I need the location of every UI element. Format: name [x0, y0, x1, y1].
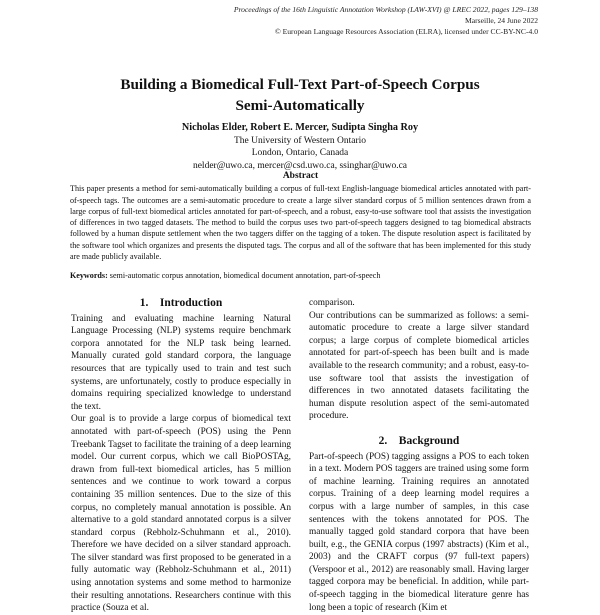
intro-paragraph-continued: comparison.: [309, 298, 355, 308]
copyright-line: © European Language Resources Association (ELRA), licensed under CC-BY-NC-4.0: [274, 27, 538, 36]
intro-paragraph-1: Training and evaluating machine learning Natural Language Processing (NLP) systems require benchmark corpora annotated for the NLP task being learned. Manually curated gold standard corpora, the language resources that are typically used to train and test such systems, are unfortunately, costly to produce especially in domains requiring specialized knowledge to understand the text.: [71, 313, 291, 412]
section-heading-introduction: 1. Introduction: [139, 297, 223, 309]
affiliation: The University of Western Ontario: [233, 135, 367, 146]
author-block: [0, 122, 600, 172]
section-heading-background: 2. Background: [378, 434, 460, 447]
venue-line: Proceedings of the 16th Linguistic Annotation Workshop (LAW-XVI) @ LREC 2022, pages 129–138: [233, 5, 538, 14]
left-column: [71, 297, 291, 615]
keywords-label: Keywords:: [70, 271, 108, 280]
keywords-text: semi-automatic corpus annotation, biomedical document annotation, part-of-speech: [107, 271, 381, 280]
right-column: [309, 297, 529, 614]
abstract-section: [70, 171, 531, 262]
paper-title: [0, 74, 600, 116]
title-line-2: Semi-Automatically: [235, 97, 365, 114]
abstract-text: This paper presents a method for semi-automatically building a corpus of full-text English-language biomedical articles annotated with part-of-speech tags. The outcomes are a semi-automatic procedure to create a large silver standard corpus of 5 million sentences drawn from a large corpus of full-text biomedical articles annotated for part-of-speech, and a robust, easy-to-use software tool that assists the investigation of differences in two tagged datasets. The method to build the corpus uses two part-of-speech taggers designed to tag biomedical abstracts followed by a human dispute settlement when the two taggers differ on the tagging of a token. The dispute resolution aspect is facilitated by the software tool which organizes and presents the disputed tags. The corpus and all of the software that has been implemented for this study are made publicly available.: [70, 184, 531, 262]
abstract-heading: Abstract: [282, 171, 319, 181]
intro-contributions-paragraph: Our contributions can be summarized as follows: a semi-automatic procedure to create a large silver standard corpus; a large corpus of complete biomedical articles annotated for part-of-speech has been built and is made available to the research community; and a robust, easy-to-use software tool that assists the investigation of differences in two annotated datasets facilitating the human dispute resolution aspect of the semi-automated procedure.: [309, 310, 529, 422]
keywords: [70, 271, 380, 280]
title-line-1: Building a Biomedical Full-Text Part-of-Speech Corpus: [120, 76, 480, 93]
author-location: London, Ontario, Canada: [251, 148, 349, 158]
location-date: Marseille, 24 June 2022: [465, 16, 538, 25]
author-names: Nicholas Elder, Robert E. Mercer, Sudipta Singha Roy: [181, 122, 419, 133]
intro-paragraph-2: Our goal is to provide a large corpus of biomedical text annotated with part-of-speech (POS) using the Penn Treebank Tagset to facilitate the training of a deep learning model. Our current corpus, which we call BioPOSTAg, drawn from full-text biomedical articles, has 5 million sentences and we continue to work toward a corpus containing 35 million sentences. Due to the size of this corpus, no completely manual annotation is possible. An alternative to a gold standard annotated corpus is a silver standard corpus (Rebholz-Schuhmann et al., 2010). Therefore we have decided on a silver standard approach. The silver standard was first proposed to be generated in a fully automatic way (Rebholz-Schuhmann et al., 2011) using annotation systems and some method to harmonize their resulting annotations. Researchers continue with this practice (Souza et al.: [71, 414, 291, 614]
proceedings-header: [234, 4, 538, 37]
author-emails: nelder@uwo.ca, mercer@csd.uwo.ca, ssinghar@uwo.ca: [192, 160, 408, 171]
background-paragraph-1: Part-of-speech (POS) tagging assigns a POS to each token in a text. Modern POS taggers are trained using some form of machine learning. Training requires an annotated corpus. Training of a deep learning model requires a corpus with a large number of samples, in this case sentences with the tokens annotated for POS. The manually tagged gold standard corpora that have been built, e.g., the GENIA corpus (1997 abstracts) (Kim et al., 2003) and the CRAFT corpus (97 full-text papers) (Verspoor et al., 2012) are reasonably small. Having larger tagged corpora may be beneficial. In addition, while part-of-speech tagging in the biomedical literature genre has long been a topic of research (Kim et: [309, 451, 529, 613]
